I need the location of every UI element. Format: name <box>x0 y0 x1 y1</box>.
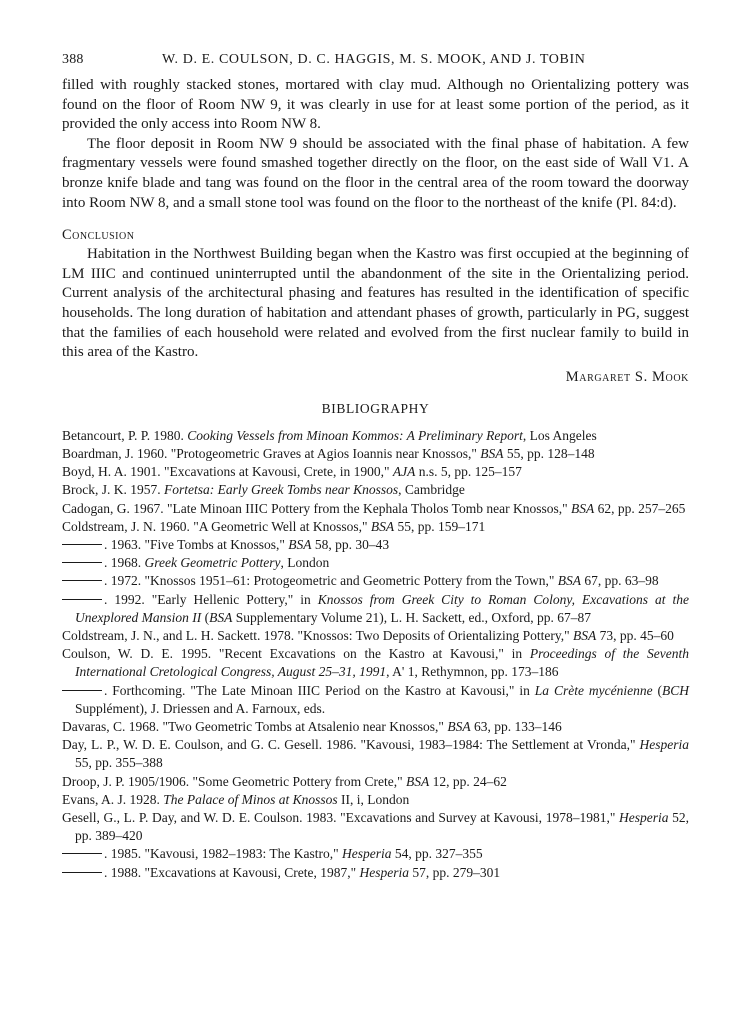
entry-text: 54, pp. 327–355 <box>391 846 483 862</box>
author-signature: Margaret S. Mook <box>565 368 689 385</box>
entry-text: , Cambridge <box>398 482 465 498</box>
entry-text: Davaras, C. 1968. "Two Geometric Tombs at Atsalenio near Knossos," <box>62 718 448 734</box>
ditto-dash <box>62 690 102 691</box>
entry-text: Coulson, W. D. E. 1995. "Recent Excavations on the Kastro at Kavousi," in <box>62 646 530 662</box>
entry-text: Evans, A. J. 1928. <box>62 791 164 807</box>
bibliography-entry <box>62 791 689 809</box>
entry-text: . Forthcoming. "The Late Minoan IIIC Period on the Kastro at Kavousi," in <box>104 682 535 698</box>
entry-title: Hesperia <box>359 864 409 880</box>
bibliography-entry <box>62 463 689 481</box>
bibliography-entry <box>62 536 689 554</box>
paragraph-1: filled with roughly stacked stones, mortared with clay mud. Although no Orientalizing pottery was found on the floor of Room NW 9, it was clearly in use for at least some portion of the period, as it provided the only access into Room NW 8. <box>62 77 689 133</box>
entry-text: Cadogan, G. 1967. "Late Minoan IIIC Pottery from the Kephala Tholos Tomb near Knossos," <box>62 500 571 516</box>
ditto-dash <box>62 872 102 873</box>
bibliography-entry <box>62 718 689 736</box>
entry-title: Greek Geometric Pottery <box>144 555 281 571</box>
entry-text: . 1992. "Early Hellenic Pottery," in <box>104 591 318 607</box>
ditto-dash <box>62 853 102 854</box>
page-number: 388 <box>62 52 84 67</box>
entry-text: Brock, J. K. 1957. <box>62 482 164 498</box>
entry-text: . 1963. "Five Tombs at Knossos," <box>104 536 289 552</box>
bibliography-entry <box>62 572 689 590</box>
entry-title: Hesperia <box>342 846 392 862</box>
entry-text: Coldstream, J. N. 1960. "A Geometric Well at Knossos," <box>62 518 371 534</box>
entry-text: 62, pp. 257–265 <box>594 500 686 516</box>
entry-text: Supplementary Volume 21), L. H. Sackett, ed., Oxford, pp. 67–87 <box>232 609 592 625</box>
entry-title: BSA <box>480 445 504 461</box>
entry-text: , London <box>280 555 330 571</box>
entry-text: 63, pp. 133–146 <box>470 718 562 734</box>
entry-title: BSA <box>447 718 471 734</box>
bibliography-list <box>62 427 689 882</box>
body-text <box>62 76 689 386</box>
entry-title: The Palace of Minos at Knossos <box>163 791 338 807</box>
entry-text: 55, pp. 159–171 <box>394 518 486 534</box>
entry-text: Boardman, J. 1960. "Protogeometric Graves at Agios Ioannis near Knossos," <box>62 445 481 461</box>
bibliography-entry <box>62 736 689 772</box>
paragraph-2: The floor deposit in Room NW 9 should be associated with the final phase of habitation. A few fragmentary vessels were found smashed together directly on the floor, on the east side of Wall V1. A bronze knife blade and tang was found on the floor in the central area of the room toward the doorway into Room NW 8, and a small stone tool was found on the floor to the northeast of the knife (Pl. 84:d). <box>62 135 689 211</box>
entry-title: La Crète mycénienne <box>534 682 653 698</box>
entry-title: Fortetsa: Early Greek Tombs near Knossos <box>164 482 399 498</box>
entry-text: . 1968. <box>104 555 145 571</box>
bibliography-entry <box>62 682 689 718</box>
entry-title: BCH <box>662 682 690 698</box>
entry-title: Hesperia <box>639 737 689 753</box>
section-heading: Conclusion <box>62 227 135 244</box>
entry-title: BSA <box>557 573 582 589</box>
entry-text: 67, pp. 63–98 <box>581 573 659 589</box>
entry-title: BSA <box>571 500 595 516</box>
entry-text: 58, pp. 30–43 <box>311 536 390 552</box>
entry-text: Gesell, G., L. P. Day, and W. D. E. Coulson. 1983. "Excavations and Survey at Kavousi, 1978–1981," <box>62 809 619 825</box>
entry-text: ( <box>201 609 210 625</box>
ditto-dash <box>62 544 102 545</box>
bibliography-entry <box>62 809 689 845</box>
running-head-authors: W. D. E. COULSON, D. C. HAGGIS, M. S. MOOK, AND J. TOBIN <box>162 52 586 67</box>
entry-title: Knossos from Greek City to Roman Colony, Excavations at the Unexplored Mansion II <box>75 591 689 625</box>
ditto-dash <box>62 580 102 581</box>
bibliography-entry <box>62 445 689 463</box>
entry-text: Betancourt, P. P. 1980. <box>62 427 188 443</box>
ditto-dash <box>62 562 102 563</box>
entry-text: ( <box>652 682 663 698</box>
entry-text: , Los Angeles <box>522 427 597 443</box>
entry-text: Day, L. P., W. D. E. Coulson, and G. C. Gesell. 1986. "Kavousi, 1983–1984: The Settlement at Vronda," <box>62 737 640 753</box>
entry-text: Supplément), J. Driessen and A. Farnoux, eds. <box>75 700 326 716</box>
bibliography-entry <box>62 427 689 445</box>
entry-text: n.s. 5, pp. 125–157 <box>415 464 522 480</box>
entry-title: AJA <box>392 464 416 480</box>
bibliography-entry <box>62 645 689 681</box>
entry-title: Hesperia <box>618 809 669 825</box>
entry-text: II, i, London <box>337 791 410 807</box>
entry-text: . 1988. "Excavations at Kavousi, Crete, 1987," <box>104 864 360 880</box>
bibliography-entry <box>62 518 689 536</box>
bibliography-entry <box>62 773 689 791</box>
entry-text: Coldstream, J. N., and L. H. Sackett. 1978. "Knossos: Two Deposits of Orientalizing Pottery," <box>62 627 574 643</box>
bibliography-entry <box>62 591 689 627</box>
entry-title: BSA <box>209 609 233 625</box>
entry-text: Droop, J. P. 1905/1906. "Some Geometric Pottery from Crete," <box>62 773 406 789</box>
entry-title: BSA <box>288 536 312 552</box>
entry-text: 55, pp. 355–388 <box>75 755 163 771</box>
paragraph-3: Habitation in the Northwest Building began when the Kastro was first occupied at the beginning of LM IIIC and continued uninterrupted until the abandonment of the site in the Orientalizing period. Current analysis of the architectural phasing and features has resulted in the identification of specific households. The long duration of habitation and attendant phases of growth, particularly in PG, suggest that the families of each household were related and evolved from the first nuclear family to build in this area of the Kastro. <box>62 246 689 361</box>
running-head <box>62 52 689 76</box>
bibliography-entry <box>62 554 689 572</box>
entry-title: BSA <box>405 773 430 789</box>
bibliography-entry <box>62 864 689 882</box>
bibliography-title: BIBLIOGRAPHY <box>321 400 430 416</box>
entry-text: . 1972. "Knossos 1951–61: Protogeometric and Geometric Pottery from the Town," <box>104 573 558 589</box>
page <box>62 52 689 882</box>
bibliography-entry <box>62 627 689 645</box>
ditto-dash <box>62 599 102 600</box>
entry-text: 55, pp. 128–148 <box>503 445 595 461</box>
entry-text: 12, pp. 24–62 <box>429 773 507 789</box>
entry-text: 73, pp. 45–60 <box>596 627 674 643</box>
entry-title: BSA <box>370 518 395 534</box>
entry-title: Proceedings of the Seventh International Cretological Congress, August 25–31, 1991 <box>75 646 689 680</box>
bibliography-entry <box>62 500 689 518</box>
entry-text: . 1985. "Kavousi, 1982–1983: The Kastro," <box>104 846 343 862</box>
entry-text: Boyd, H. A. 1901. "Excavations at Kavousi, Crete, in 1900," <box>62 464 393 480</box>
entry-title: Cooking Vessels from Minoan Kommos: A Preliminary Report <box>187 427 523 443</box>
bibliography-entry <box>62 845 689 863</box>
entry-title: BSA <box>573 627 597 643</box>
entry-text: 52, pp. 389–420 <box>75 809 690 844</box>
entry-text: , A' 1, Rethymnon, pp. 173–186 <box>386 664 559 680</box>
entry-text: 57, pp. 279–301 <box>408 864 501 880</box>
bibliography-entry <box>62 481 689 499</box>
